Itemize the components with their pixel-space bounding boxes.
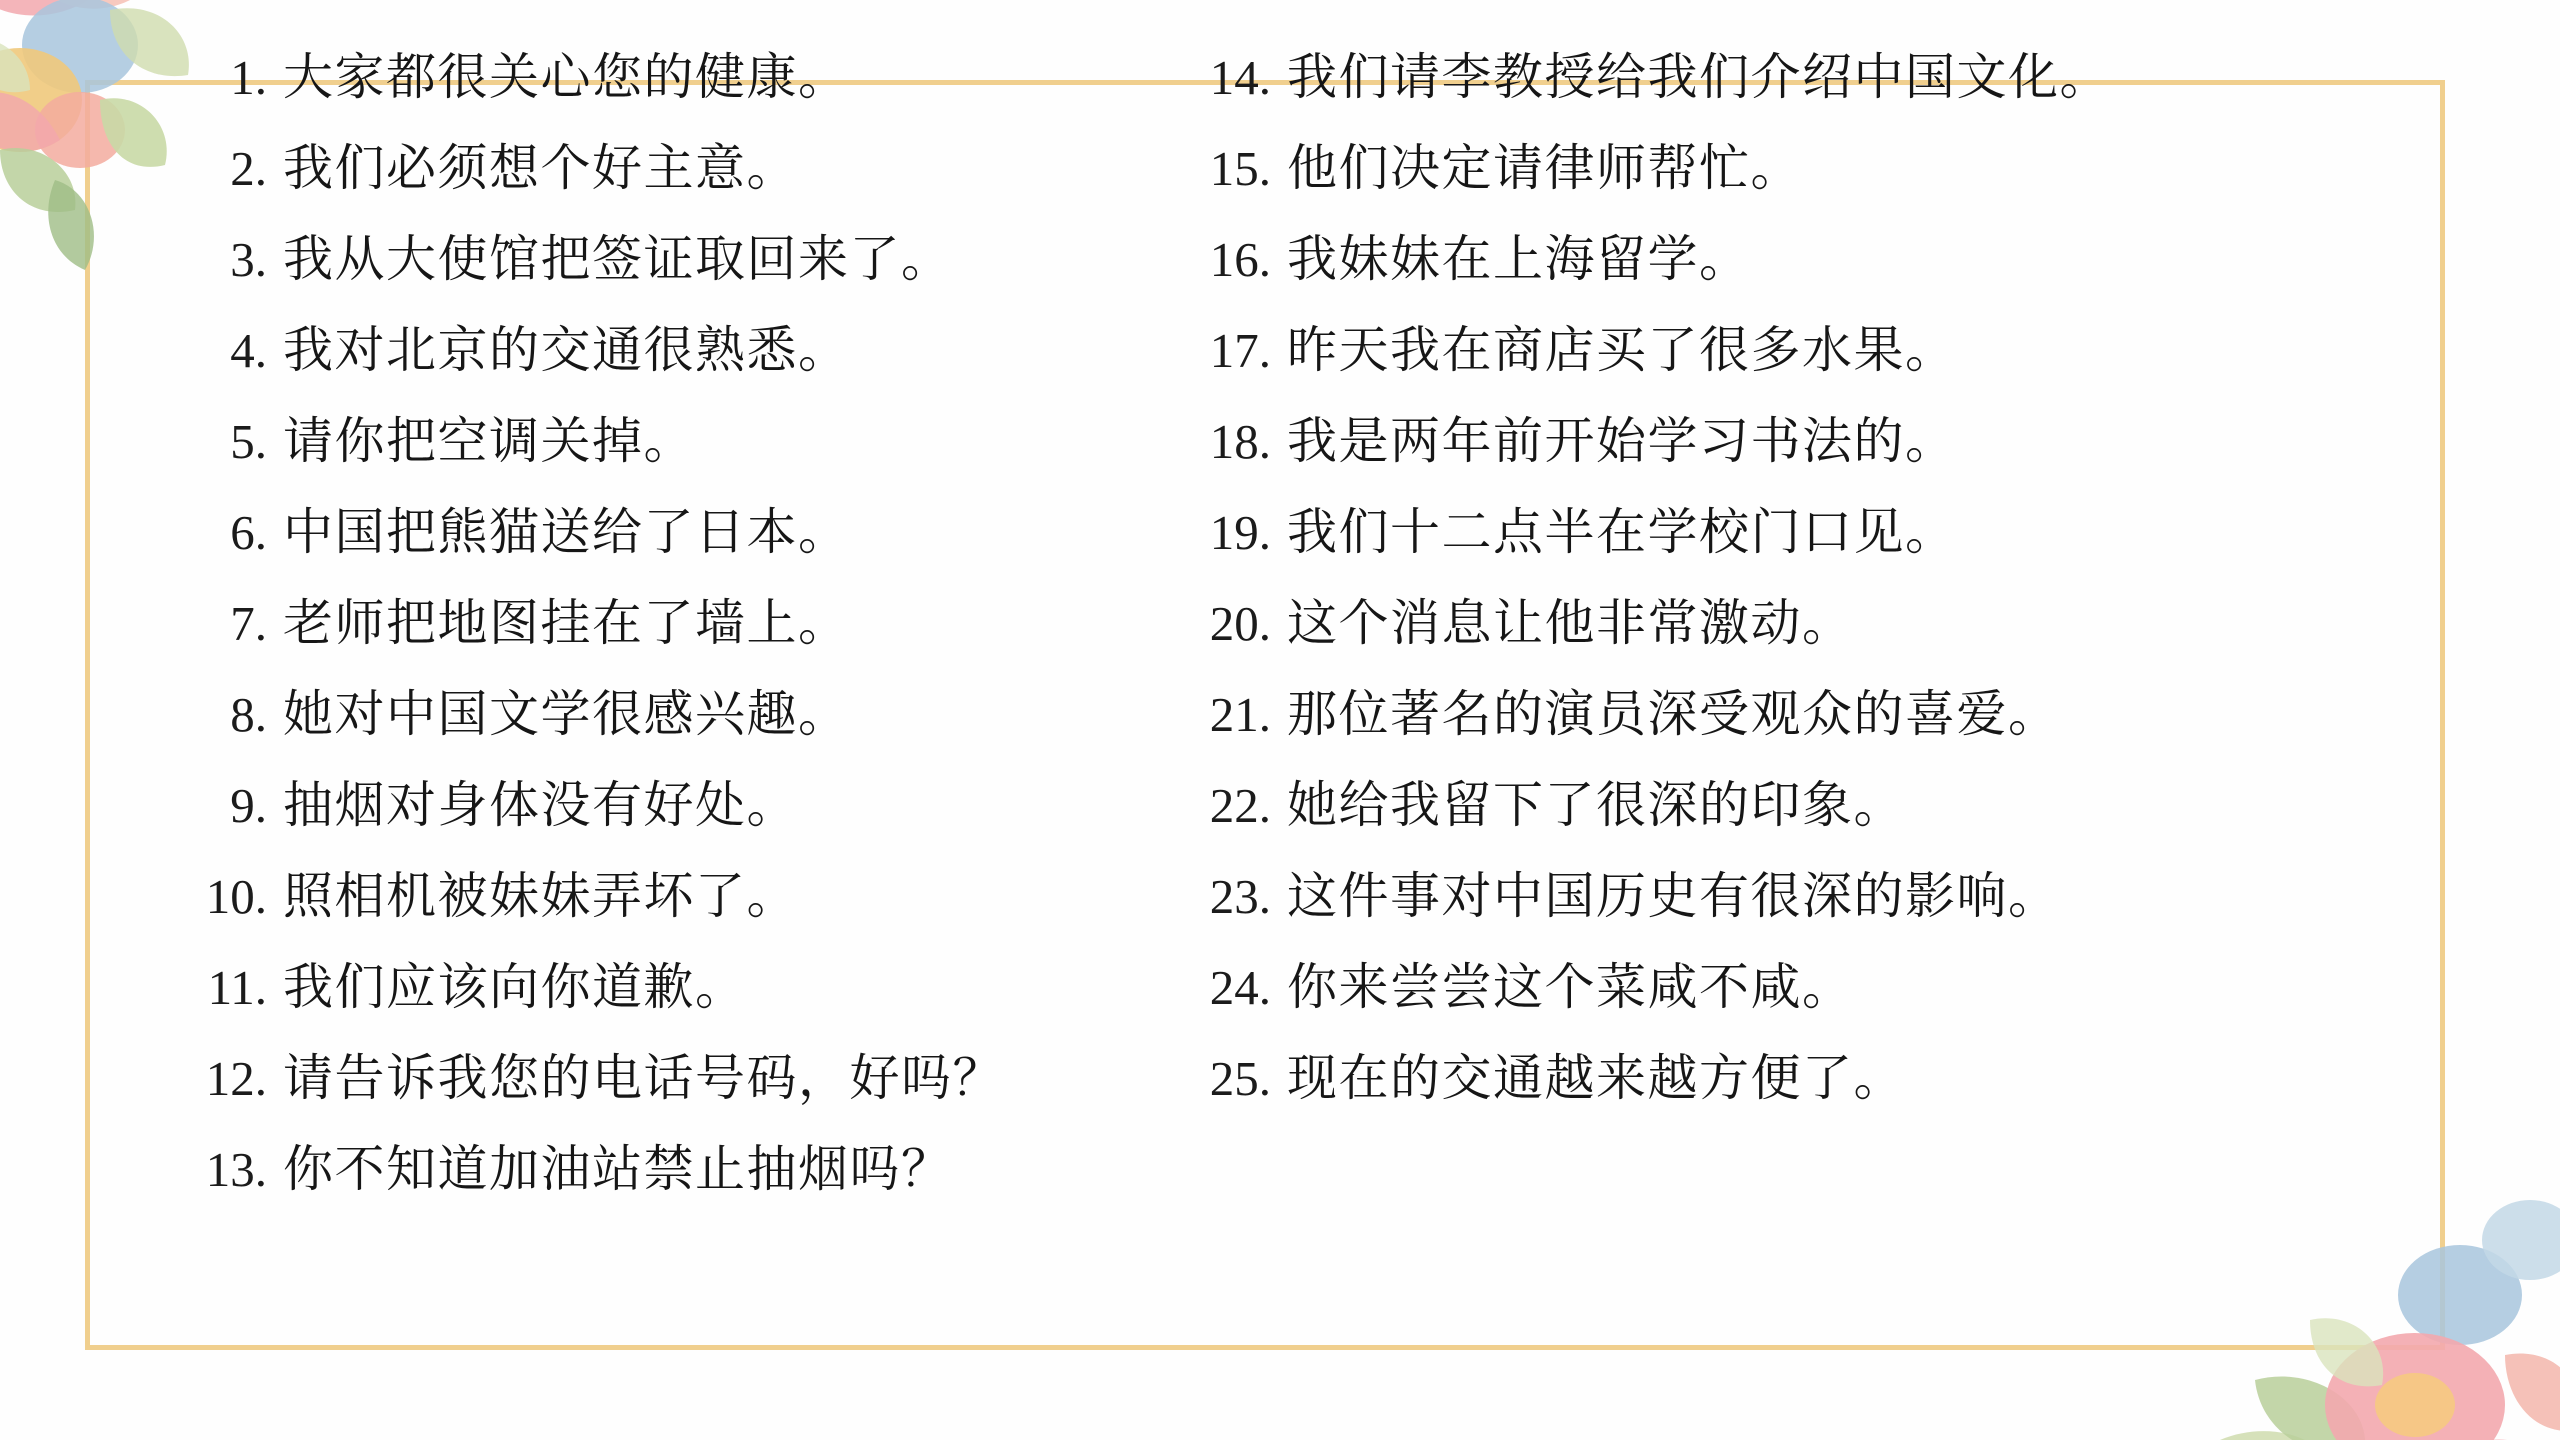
list-item [1165,305,2395,396]
item-number: 2. [230,141,267,196]
item-text: 大家都很关心您的健康。 [283,48,850,106]
item-number: 18. [1209,414,1271,469]
item-text: 老师把地图挂在了墙上。 [283,594,850,652]
item-text: 你不知道加油站禁止抽烟吗？ [283,1140,953,1198]
list-item [175,942,1135,1033]
item-text: 我是两年前开始学习书法的。 [1287,412,1957,470]
list-item [175,851,1135,942]
item-text: 我们十二点半在学校门口见。 [1287,503,1957,561]
item-number: 20. [1209,596,1271,651]
list-item [175,669,1135,760]
sentence-column-left [175,18,1135,1215]
item-text: 我们必须想个好主意。 [283,139,798,197]
list-item [1165,942,2395,1033]
item-number: 25. [1209,1051,1271,1106]
list-item [1165,578,2395,669]
item-text: 中国把熊猫送给了日本。 [283,503,850,561]
item-text: 她给我留下了很深的印象。 [1287,776,1905,834]
item-text: 我们请李教授给我们介绍中国文化。 [1287,48,2111,106]
list-item [175,305,1135,396]
list-item [1165,760,2395,851]
item-text: 我们应该向你道歉。 [283,958,747,1016]
item-text: 我妹妹在上海留学。 [1287,230,1751,288]
sentence-column-right [1165,18,2395,1124]
item-text: 她对中国文学很感兴趣。 [283,685,850,743]
list-item [1165,32,2395,123]
item-text: 抽烟对身体没有好处。 [283,776,798,834]
list-item [1165,851,2395,942]
item-number: 4. [230,323,267,378]
item-number: 7. [230,596,267,651]
list-item [175,578,1135,669]
item-text: 你来尝尝这个菜咸不咸。 [1287,958,1854,1016]
item-text: 我从大使馆把签证取回来了。 [283,230,953,288]
item-text: 照相机被妹妹弄坏了。 [283,867,798,925]
list-item [1165,123,2395,214]
list-item [1165,487,2395,578]
list-item [175,32,1135,123]
item-number: 24. [1209,960,1271,1015]
list-item [175,1124,1135,1215]
list-item [175,487,1135,578]
item-text: 请告诉我您的电话号码，好吗？ [283,1049,1004,1107]
item-number: 11. [207,960,267,1015]
item-number: 16. [1209,232,1271,287]
item-number: 5. [230,414,267,469]
item-number: 17. [1209,323,1271,378]
item-text: 请你把空调关掉。 [283,412,695,470]
list-item [1165,1033,2395,1124]
list-item [175,123,1135,214]
sentence-list-container [175,18,2405,1378]
list-item [175,214,1135,305]
item-text: 现在的交通越来越方便了。 [1287,1049,1905,1107]
item-text: 这个消息让他非常激动。 [1287,594,1854,652]
item-text: 昨天我在商店买了很多水果。 [1287,321,1957,379]
list-item [1165,396,2395,487]
item-number: 14. [1209,50,1271,105]
list-item [1165,214,2395,305]
list-item [1165,669,2395,760]
item-number: 1. [230,50,267,105]
item-number: 22. [1209,778,1271,833]
item-text: 那位著名的演员深受观众的喜爱。 [1287,685,2060,743]
item-number: 15. [1209,141,1271,196]
item-number: 9. [230,778,267,833]
item-text: 这件事对中国历史有很深的影响。 [1287,867,2060,925]
list-item [175,1033,1135,1124]
item-number: 13. [205,1142,267,1197]
item-number: 21. [1209,687,1271,742]
item-number: 12. [205,1051,267,1106]
item-number: 6. [230,505,267,560]
item-number: 19. [1209,505,1271,560]
item-number: 23. [1209,869,1271,924]
item-number: 10. [205,869,267,924]
list-item [175,760,1135,851]
item-number: 8. [230,687,267,742]
list-item [175,396,1135,487]
item-text: 他们决定请律师帮忙。 [1287,139,1802,197]
item-text: 我对北京的交通很熟悉。 [283,321,850,379]
item-number: 3. [230,232,267,287]
